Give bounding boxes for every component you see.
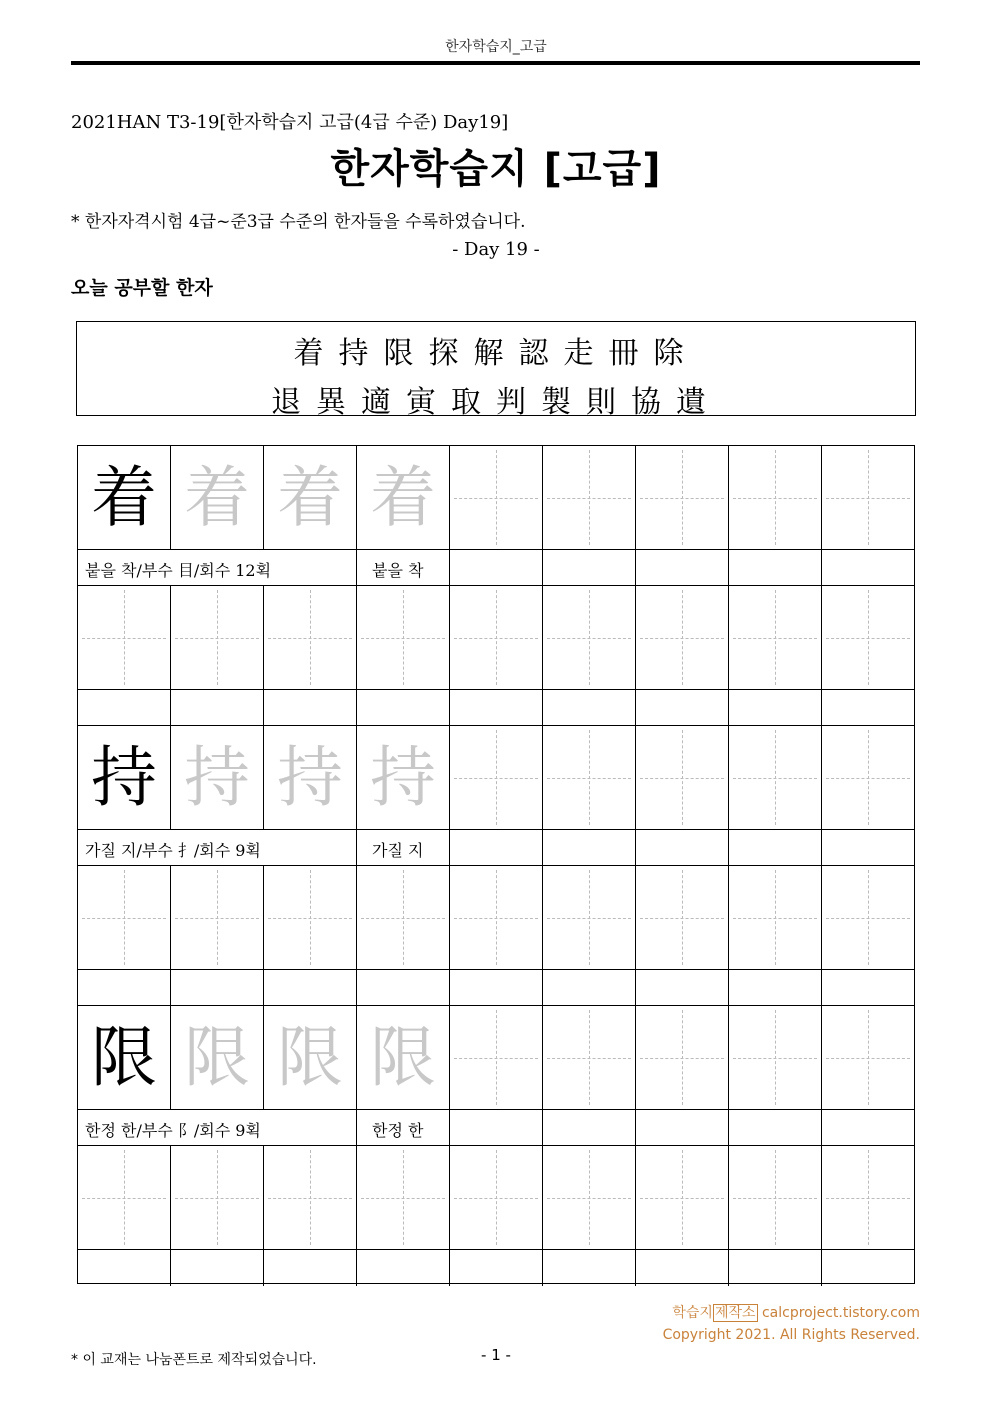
footer-brand	[672, 1302, 920, 1322]
trace-cell[interactable]	[264, 726, 357, 829]
char-info-cell	[78, 830, 357, 865]
meaning-cell	[357, 830, 450, 865]
blank-cell[interactable]	[729, 1110, 822, 1145]
blank-cell[interactable]	[264, 690, 357, 725]
brand-boxed: 제작소	[714, 1305, 756, 1321]
model-cell	[78, 446, 171, 549]
blank-cell[interactable]	[729, 550, 822, 585]
char-info-cell	[78, 550, 357, 585]
trace-character: 着	[277, 458, 343, 536]
writing-cell[interactable]	[822, 726, 914, 829]
blank-cell[interactable]	[729, 1250, 822, 1286]
info-row	[78, 550, 914, 586]
writing-cell[interactable]	[636, 1146, 729, 1249]
trace-cell[interactable]	[171, 726, 264, 829]
writing-cell[interactable]	[264, 1146, 357, 1249]
trace-character: 着	[184, 458, 250, 536]
blank-cell[interactable]	[78, 970, 171, 1005]
brand-prefix: 학습지	[672, 1305, 713, 1321]
blank-cell[interactable]	[543, 830, 636, 865]
char-info: 가질 지/부수 扌/회수 9획	[85, 841, 261, 860]
writing-cell[interactable]	[171, 866, 264, 969]
writing-cell[interactable]	[450, 866, 543, 969]
writing-cell[interactable]	[729, 866, 822, 969]
trace-cell[interactable]	[264, 446, 357, 549]
info-row	[78, 1110, 914, 1146]
writing-cell[interactable]	[636, 446, 729, 549]
writing-cell[interactable]	[171, 586, 264, 689]
writing-cell[interactable]	[543, 586, 636, 689]
writing-cell[interactable]	[729, 1146, 822, 1249]
blank-cell[interactable]	[822, 830, 914, 865]
blank-cell[interactable]	[543, 970, 636, 1005]
blank-cell[interactable]	[357, 690, 450, 725]
blank-cell[interactable]	[822, 690, 914, 725]
trace-character: 限	[370, 1018, 436, 1096]
writing-cell[interactable]	[543, 446, 636, 549]
writing-cell[interactable]	[636, 726, 729, 829]
blank-cell[interactable]	[636, 1250, 729, 1286]
writing-cell[interactable]	[450, 1146, 543, 1249]
footer-copyright: Copyright 2021. All Rights Reserved.	[662, 1327, 920, 1343]
char-info-cell	[78, 1110, 357, 1145]
trace-character: 限	[184, 1018, 250, 1096]
model-cell	[78, 726, 171, 829]
writing-cell[interactable]	[450, 446, 543, 549]
writing-cell[interactable]	[78, 1146, 171, 1249]
writing-cell[interactable]	[171, 1146, 264, 1249]
page-number: - 1 -	[481, 1346, 511, 1364]
blank-cell[interactable]	[171, 970, 264, 1005]
writing-cell[interactable]	[636, 866, 729, 969]
char-row	[78, 446, 914, 550]
writing-cell[interactable]	[729, 586, 822, 689]
writing-cell[interactable]	[729, 446, 822, 549]
model-character: 持	[91, 738, 157, 816]
blank-cell[interactable]	[636, 830, 729, 865]
blank-cell[interactable]	[450, 1110, 543, 1145]
day-label: - Day 19 -	[452, 239, 540, 260]
blank-cell[interactable]	[543, 690, 636, 725]
trace-cell[interactable]	[357, 726, 450, 829]
blank-cell[interactable]	[729, 970, 822, 1005]
model-character: 着	[91, 458, 157, 536]
section-heading: 오늘 공부할 한자	[71, 277, 213, 299]
writing-cell[interactable]	[729, 726, 822, 829]
writing-cell[interactable]	[636, 586, 729, 689]
brand-site-link[interactable]: calcproject.tistory.com	[757, 1305, 920, 1321]
blank-cell[interactable]	[636, 970, 729, 1005]
blank-cell[interactable]	[822, 1250, 914, 1286]
blank-cell[interactable]	[357, 1250, 450, 1286]
trace-character: 持	[277, 738, 343, 816]
char-row	[78, 1006, 914, 1110]
writing-row	[78, 866, 914, 970]
blank-cell[interactable]	[264, 1250, 357, 1286]
writing-cell[interactable]	[729, 1006, 822, 1109]
header-divider	[71, 61, 920, 65]
trace-cell[interactable]	[171, 1006, 264, 1109]
blank-cell[interactable]	[171, 1250, 264, 1286]
trace-character: 持	[370, 738, 436, 816]
blank-cell[interactable]	[636, 550, 729, 585]
running-header: 한자학습지_고급	[445, 39, 547, 55]
char-meaning: 붙을 착	[372, 561, 424, 580]
trace-character: 限	[277, 1018, 343, 1096]
blank-row	[78, 1250, 914, 1286]
blank-cell[interactable]	[450, 550, 543, 585]
blank-cell[interactable]	[822, 550, 914, 585]
writing-cell[interactable]	[822, 1006, 914, 1109]
blank-cell[interactable]	[543, 1110, 636, 1145]
document-code: 2021HAN T3-19[한자학습지 고급(4급 수준) Day19]	[71, 112, 509, 133]
trace-cell[interactable]	[357, 446, 450, 549]
writing-row	[78, 1146, 914, 1250]
writing-cell[interactable]	[822, 446, 914, 549]
char-info: 붙을 착/부수 目/회수 12획	[85, 561, 272, 580]
writing-cell[interactable]	[450, 586, 543, 689]
blank-cell[interactable]	[450, 1250, 543, 1286]
meaning-cell	[357, 550, 450, 585]
blank-cell[interactable]	[78, 690, 171, 725]
blank-cell[interactable]	[543, 550, 636, 585]
writing-cell[interactable]	[822, 586, 914, 689]
blank-row	[78, 970, 914, 1006]
blank-cell[interactable]	[636, 1110, 729, 1145]
today-characters-box	[76, 321, 916, 420]
meaning-cell	[357, 1110, 450, 1145]
writing-cell[interactable]	[78, 586, 171, 689]
blank-cell[interactable]	[822, 970, 914, 1005]
writing-cell[interactable]	[636, 1006, 729, 1109]
blank-cell[interactable]	[78, 1250, 171, 1286]
trace-cell[interactable]	[357, 1006, 450, 1109]
char-row	[78, 726, 914, 830]
blank-cell[interactable]	[636, 690, 729, 725]
blank-cell[interactable]	[264, 970, 357, 1005]
blank-cell[interactable]	[357, 970, 450, 1005]
model-character: 限	[91, 1018, 157, 1096]
writing-cell[interactable]	[822, 1146, 914, 1249]
blank-cell[interactable]	[822, 1110, 914, 1145]
char-info: 한정 한/부수 阝/회수 9획	[85, 1121, 261, 1140]
footer-font-note: * 이 교재는 나눔폰트로 제작되었습니다.	[71, 1352, 317, 1368]
model-cell	[78, 1006, 171, 1109]
char-meaning: 가질 지	[372, 841, 424, 860]
writing-cell[interactable]	[543, 1006, 636, 1109]
practice-grid	[77, 445, 915, 1284]
writing-cell[interactable]	[264, 586, 357, 689]
blank-cell[interactable]	[729, 690, 822, 725]
blank-cell[interactable]	[450, 830, 543, 865]
writing-row	[78, 586, 914, 690]
writing-cell[interactable]	[450, 1006, 543, 1109]
blank-row	[78, 690, 914, 726]
info-row	[78, 830, 914, 866]
writing-cell[interactable]	[543, 866, 636, 969]
writing-cell[interactable]	[357, 1146, 450, 1249]
writing-cell[interactable]	[543, 726, 636, 829]
trace-character: 着	[370, 458, 436, 536]
trace-cell[interactable]	[264, 1006, 357, 1109]
writing-cell[interactable]	[450, 726, 543, 829]
blank-cell[interactable]	[171, 690, 264, 725]
writing-cell[interactable]	[264, 866, 357, 969]
today-characters-line-1: 着持限探解認走冊除	[293, 336, 699, 371]
writing-cell[interactable]	[357, 866, 450, 969]
today-characters-line-2: 退異適寅取判製則協遺	[271, 385, 721, 420]
trace-character: 持	[184, 738, 250, 816]
writing-cell[interactable]	[78, 866, 171, 969]
char-meaning: 한정 한	[372, 1121, 424, 1140]
blank-cell[interactable]	[729, 830, 822, 865]
page-title: 한자학습지 [고급]	[330, 146, 662, 192]
scope-note: * 한자자격시험 4급~준3급 수준의 한자들을 수록하였습니다.	[71, 212, 526, 232]
blank-cell[interactable]	[450, 970, 543, 1005]
blank-cell[interactable]	[450, 690, 543, 725]
blank-cell[interactable]	[543, 1250, 636, 1286]
writing-cell[interactable]	[357, 586, 450, 689]
trace-cell[interactable]	[171, 446, 264, 549]
writing-cell[interactable]	[543, 1146, 636, 1249]
writing-cell[interactable]	[822, 866, 914, 969]
